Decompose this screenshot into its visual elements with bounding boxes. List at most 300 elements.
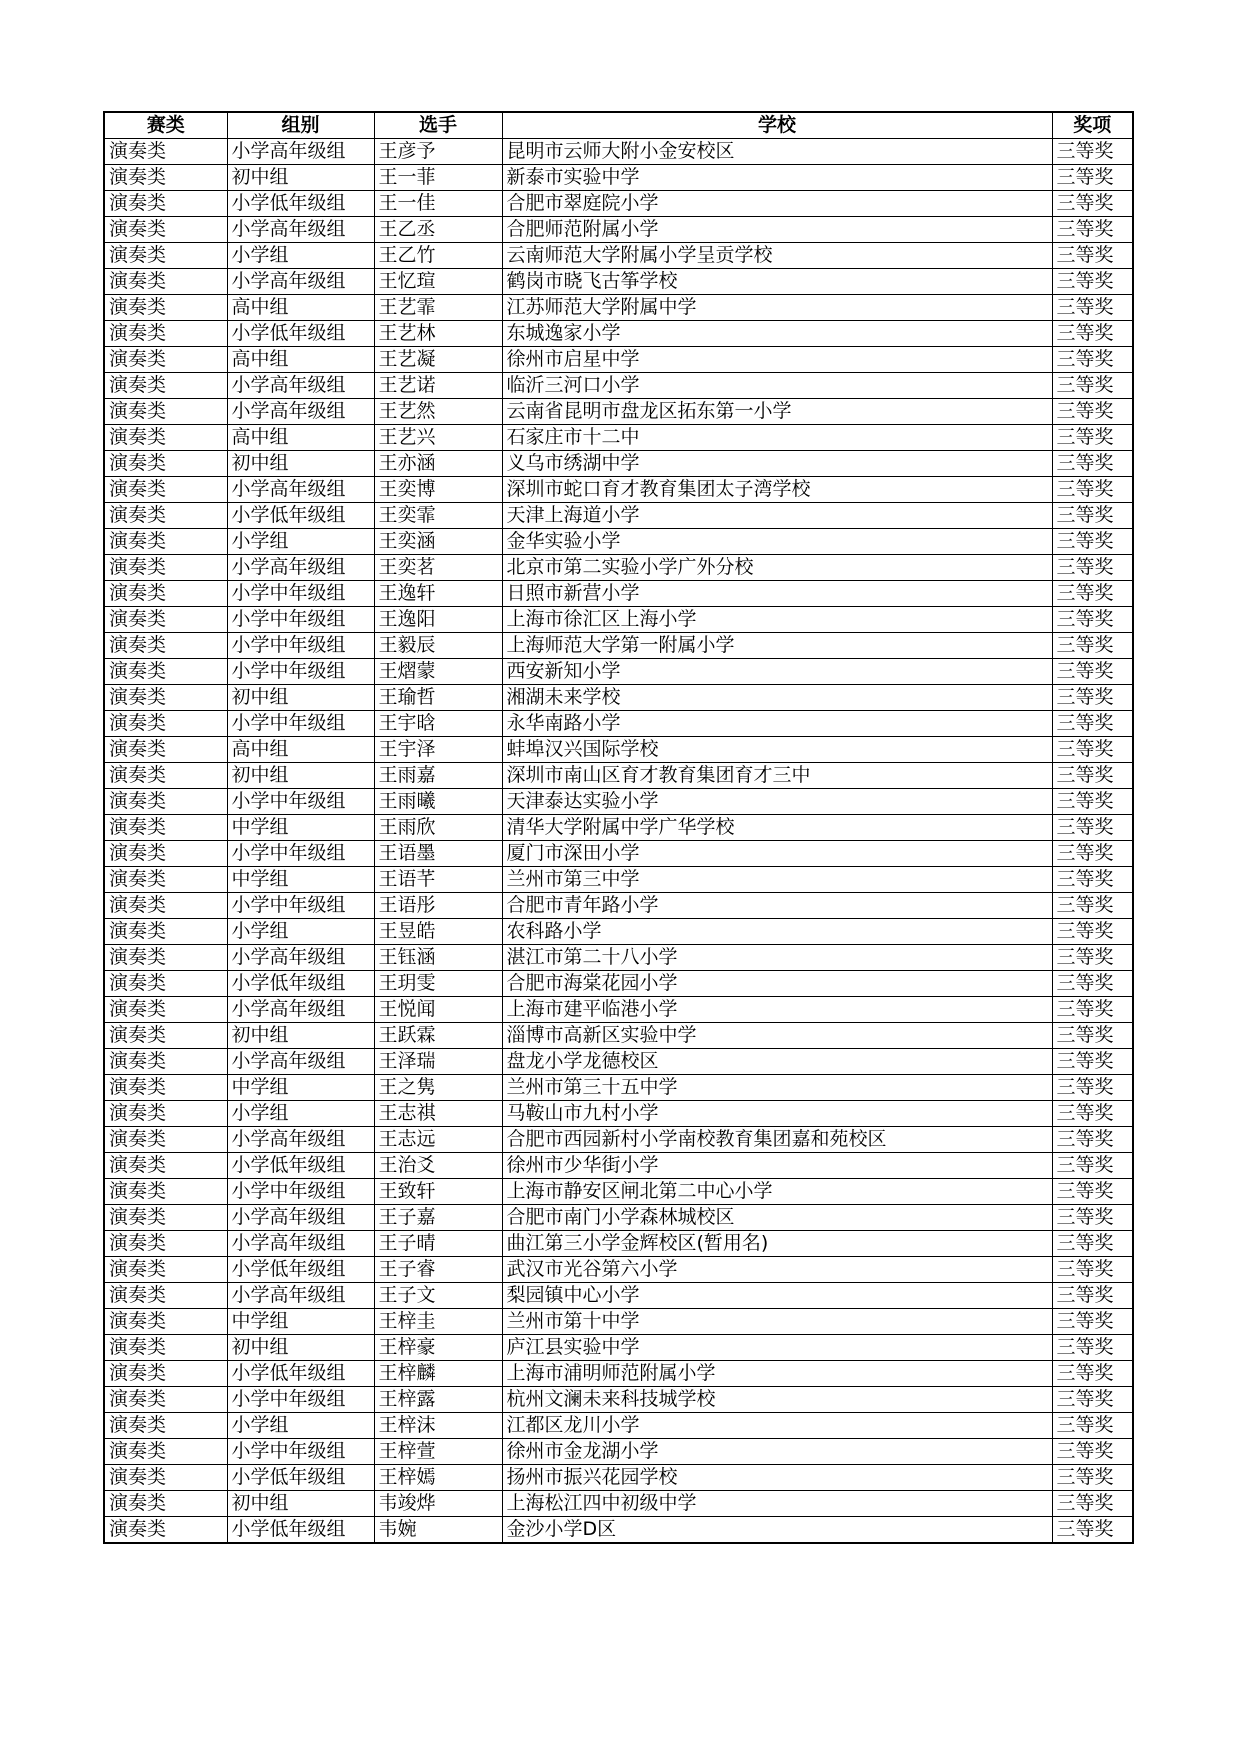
cell-group: 小学低年级组	[227, 1153, 374, 1179]
cell-award: 三等奖	[1052, 1439, 1133, 1465]
cell-school: 合肥师范附属小学	[502, 217, 1052, 243]
cell-award: 三等奖	[1052, 1517, 1133, 1544]
table-row	[104, 555, 1133, 581]
cell-category: 演奏类	[104, 217, 227, 243]
cell-group: 初中组	[227, 685, 374, 711]
cell-category: 演奏类	[104, 1465, 227, 1491]
cell-contestant: 王一菲	[374, 165, 502, 191]
cell-contestant: 王宇泽	[374, 737, 502, 763]
cell-contestant: 王志祺	[374, 1101, 502, 1127]
cell-category: 演奏类	[104, 1387, 227, 1413]
cell-school: 合肥市西园新村小学南校教育集团嘉和苑校区	[502, 1127, 1052, 1153]
cell-school: 石家庄市十二中	[502, 425, 1052, 451]
cell-school: 深圳市蛇口育才教育集团太子湾学校	[502, 477, 1052, 503]
table-row	[104, 1361, 1133, 1387]
cell-contestant: 王艺诺	[374, 373, 502, 399]
table-row	[104, 867, 1133, 893]
cell-school: 东城逸家小学	[502, 321, 1052, 347]
cell-school: 江都区龙川小学	[502, 1413, 1052, 1439]
table-row	[104, 685, 1133, 711]
cell-award: 三等奖	[1052, 685, 1133, 711]
table-row	[104, 503, 1133, 529]
cell-group: 小学中年级组	[227, 659, 374, 685]
cell-category: 演奏类	[104, 711, 227, 737]
cell-award: 三等奖	[1052, 763, 1133, 789]
cell-award: 三等奖	[1052, 451, 1133, 477]
cell-award: 三等奖	[1052, 529, 1133, 555]
cell-group: 小学高年级组	[227, 269, 374, 295]
cell-category: 演奏类	[104, 1231, 227, 1257]
cell-contestant: 王宇晗	[374, 711, 502, 737]
cell-award: 三等奖	[1052, 1153, 1133, 1179]
cell-school: 兰州市第三中学	[502, 867, 1052, 893]
cell-group: 初中组	[227, 1335, 374, 1361]
header-school: 学校	[502, 112, 1052, 139]
cell-category: 演奏类	[104, 1283, 227, 1309]
table-row	[104, 295, 1133, 321]
cell-group: 中学组	[227, 867, 374, 893]
cell-category: 演奏类	[104, 451, 227, 477]
cell-school: 徐州市金龙湖小学	[502, 1439, 1052, 1465]
cell-award: 三等奖	[1052, 321, 1133, 347]
cell-award: 三等奖	[1052, 477, 1133, 503]
cell-school: 天津泰达实验小学	[502, 789, 1052, 815]
cell-category: 演奏类	[104, 347, 227, 373]
cell-contestant: 王悦闻	[374, 997, 502, 1023]
cell-group: 初中组	[227, 1023, 374, 1049]
table-row	[104, 997, 1133, 1023]
table-row	[104, 763, 1133, 789]
cell-award: 三等奖	[1052, 1465, 1133, 1491]
cell-category: 演奏类	[104, 1049, 227, 1075]
table-row	[104, 659, 1133, 685]
cell-group: 小学中年级组	[227, 1387, 374, 1413]
table-row	[104, 1335, 1133, 1361]
cell-school: 上海师范大学第一附属小学	[502, 633, 1052, 659]
cell-category: 演奏类	[104, 607, 227, 633]
cell-school: 清华大学附属中学广华学校	[502, 815, 1052, 841]
cell-school: 合肥市翠庭院小学	[502, 191, 1052, 217]
table-row	[104, 1257, 1133, 1283]
cell-contestant: 王钰涵	[374, 945, 502, 971]
table-row	[104, 139, 1133, 165]
cell-contestant: 王梓露	[374, 1387, 502, 1413]
cell-contestant: 王梓麟	[374, 1361, 502, 1387]
cell-category: 演奏类	[104, 581, 227, 607]
table-row	[104, 841, 1133, 867]
cell-contestant: 王志远	[374, 1127, 502, 1153]
cell-school: 义乌市绣湖中学	[502, 451, 1052, 477]
cell-category: 演奏类	[104, 399, 227, 425]
cell-award: 三等奖	[1052, 581, 1133, 607]
cell-school: 昆明市云师大附小金安校区	[502, 139, 1052, 165]
cell-category: 演奏类	[104, 1179, 227, 1205]
cell-award: 三等奖	[1052, 737, 1133, 763]
cell-award: 三等奖	[1052, 607, 1133, 633]
table-row	[104, 373, 1133, 399]
cell-school: 临沂三河口小学	[502, 373, 1052, 399]
cell-group: 小学高年级组	[227, 1283, 374, 1309]
cell-school: 厦门市深田小学	[502, 841, 1052, 867]
cell-group: 小学高年级组	[227, 373, 374, 399]
cell-school: 天津上海道小学	[502, 503, 1052, 529]
cell-group: 小学低年级组	[227, 1257, 374, 1283]
cell-contestant: 王之隽	[374, 1075, 502, 1101]
cell-school: 淄博市高新区实验中学	[502, 1023, 1052, 1049]
award-table	[103, 111, 1134, 1544]
cell-award: 三等奖	[1052, 555, 1133, 581]
header-award: 奖项	[1052, 112, 1133, 139]
header-category: 赛类	[104, 112, 227, 139]
cell-contestant: 王艺兴	[374, 425, 502, 451]
table-row	[104, 633, 1133, 659]
table-row	[104, 217, 1133, 243]
cell-award: 三等奖	[1052, 269, 1133, 295]
cell-contestant: 王亦涵	[374, 451, 502, 477]
cell-category: 演奏类	[104, 529, 227, 555]
table-row	[104, 971, 1133, 997]
cell-category: 演奏类	[104, 685, 227, 711]
cell-contestant: 王雨欣	[374, 815, 502, 841]
cell-award: 三等奖	[1052, 1205, 1133, 1231]
cell-category: 演奏类	[104, 243, 227, 269]
cell-contestant: 王语墨	[374, 841, 502, 867]
cell-award: 三等奖	[1052, 191, 1133, 217]
cell-group: 高中组	[227, 425, 374, 451]
cell-category: 演奏类	[104, 1491, 227, 1517]
cell-category: 演奏类	[104, 815, 227, 841]
cell-school: 云南省昆明市盘龙区拓东第一小学	[502, 399, 1052, 425]
cell-category: 演奏类	[104, 503, 227, 529]
cell-school: 合肥市青年路小学	[502, 893, 1052, 919]
cell-award: 三等奖	[1052, 1491, 1133, 1517]
cell-contestant: 王治爻	[374, 1153, 502, 1179]
table-row	[104, 581, 1133, 607]
cell-category: 演奏类	[104, 867, 227, 893]
cell-school: 马鞍山市九村小学	[502, 1101, 1052, 1127]
cell-award: 三等奖	[1052, 659, 1133, 685]
cell-group: 初中组	[227, 763, 374, 789]
cell-group: 小学组	[227, 1101, 374, 1127]
table-row	[104, 1517, 1133, 1544]
cell-group: 小学高年级组	[227, 555, 374, 581]
cell-school: 曲江第三小学金辉校区(暂用名)	[502, 1231, 1052, 1257]
cell-school: 兰州市第三十五中学	[502, 1075, 1052, 1101]
cell-group: 高中组	[227, 295, 374, 321]
cell-category: 演奏类	[104, 191, 227, 217]
cell-group: 小学低年级组	[227, 1517, 374, 1544]
cell-category: 演奏类	[104, 737, 227, 763]
cell-award: 三等奖	[1052, 1361, 1133, 1387]
cell-school: 兰州市第十中学	[502, 1309, 1052, 1335]
cell-category: 演奏类	[104, 1517, 227, 1544]
table-row	[104, 1023, 1133, 1049]
cell-group: 小学低年级组	[227, 191, 374, 217]
cell-category: 演奏类	[104, 139, 227, 165]
cell-contestant: 王一佳	[374, 191, 502, 217]
cell-group: 小学中年级组	[227, 633, 374, 659]
cell-contestant: 王毅辰	[374, 633, 502, 659]
cell-category: 演奏类	[104, 477, 227, 503]
cell-award: 三等奖	[1052, 373, 1133, 399]
cell-school: 金华实验小学	[502, 529, 1052, 555]
cell-award: 三等奖	[1052, 503, 1133, 529]
header-row	[104, 112, 1133, 139]
table-row	[104, 321, 1133, 347]
cell-contestant: 王雨嘉	[374, 763, 502, 789]
cell-group: 小学高年级组	[227, 139, 374, 165]
table-row	[104, 529, 1133, 555]
cell-school: 新泰市实验中学	[502, 165, 1052, 191]
table-row	[104, 919, 1133, 945]
cell-school: 庐江县实验中学	[502, 1335, 1052, 1361]
cell-category: 演奏类	[104, 555, 227, 581]
cell-school: 上海市徐汇区上海小学	[502, 607, 1052, 633]
table-row	[104, 1179, 1133, 1205]
cell-award: 三等奖	[1052, 139, 1133, 165]
cell-group: 小学高年级组	[227, 1231, 374, 1257]
table-body	[104, 139, 1133, 1544]
table-row	[104, 1231, 1133, 1257]
cell-contestant: 韦婉	[374, 1517, 502, 1544]
cell-contestant: 王子嘉	[374, 1205, 502, 1231]
cell-group: 小学中年级组	[227, 581, 374, 607]
cell-contestant: 王梓沫	[374, 1413, 502, 1439]
cell-group: 初中组	[227, 165, 374, 191]
cell-group: 小学高年级组	[227, 217, 374, 243]
cell-school: 徐州市少华街小学	[502, 1153, 1052, 1179]
cell-contestant: 王艺霏	[374, 295, 502, 321]
cell-award: 三等奖	[1052, 243, 1133, 269]
cell-group: 小学高年级组	[227, 945, 374, 971]
cell-school: 湘湖未来学校	[502, 685, 1052, 711]
cell-award: 三等奖	[1052, 893, 1133, 919]
table-row	[104, 1413, 1133, 1439]
cell-award: 三等奖	[1052, 165, 1133, 191]
cell-group: 高中组	[227, 737, 374, 763]
cell-category: 演奏类	[104, 1023, 227, 1049]
header-contestant: 选手	[374, 112, 502, 139]
table-row	[104, 1283, 1133, 1309]
cell-school: 梨园镇中心小学	[502, 1283, 1052, 1309]
cell-group: 小学高年级组	[227, 1205, 374, 1231]
cell-award: 三等奖	[1052, 1387, 1133, 1413]
cell-category: 演奏类	[104, 1335, 227, 1361]
table-row	[104, 269, 1133, 295]
cell-contestant: 王乙竹	[374, 243, 502, 269]
cell-school: 鹤岗市晓飞古筝学校	[502, 269, 1052, 295]
cell-group: 小学中年级组	[227, 893, 374, 919]
cell-category: 演奏类	[104, 1439, 227, 1465]
cell-school: 云南师范大学附属小学呈贡学校	[502, 243, 1052, 269]
cell-school: 江苏师范大学附属中学	[502, 295, 1052, 321]
cell-school: 上海市浦明师范附属小学	[502, 1361, 1052, 1387]
cell-school: 永华南路小学	[502, 711, 1052, 737]
cell-contestant: 王子文	[374, 1283, 502, 1309]
cell-group: 小学组	[227, 919, 374, 945]
cell-group: 小学高年级组	[227, 477, 374, 503]
cell-group: 小学低年级组	[227, 503, 374, 529]
cell-group: 小学高年级组	[227, 997, 374, 1023]
table-row	[104, 425, 1133, 451]
cell-award: 三等奖	[1052, 867, 1133, 893]
table-row	[104, 165, 1133, 191]
cell-award: 三等奖	[1052, 1049, 1133, 1075]
cell-contestant: 王雨曦	[374, 789, 502, 815]
cell-contestant: 王跃霖	[374, 1023, 502, 1049]
cell-contestant: 王艺凝	[374, 347, 502, 373]
cell-award: 三等奖	[1052, 633, 1133, 659]
cell-contestant: 王昱皓	[374, 919, 502, 945]
cell-category: 演奏类	[104, 1257, 227, 1283]
cell-group: 小学中年级组	[227, 1179, 374, 1205]
cell-award: 三等奖	[1052, 1283, 1133, 1309]
table-row	[104, 1439, 1133, 1465]
cell-contestant: 王奕茗	[374, 555, 502, 581]
cell-group: 小学组	[227, 1413, 374, 1439]
cell-category: 演奏类	[104, 997, 227, 1023]
cell-contestant: 王梓萱	[374, 1439, 502, 1465]
cell-award: 三等奖	[1052, 997, 1133, 1023]
cell-category: 演奏类	[104, 1205, 227, 1231]
cell-contestant: 王梓嫣	[374, 1465, 502, 1491]
cell-contestant: 王子晴	[374, 1231, 502, 1257]
cell-school: 徐州市启星中学	[502, 347, 1052, 373]
cell-contestant: 王逸轩	[374, 581, 502, 607]
cell-category: 演奏类	[104, 1153, 227, 1179]
cell-group: 小学中年级组	[227, 789, 374, 815]
cell-school: 杭州文澜未来科技城学校	[502, 1387, 1052, 1413]
cell-school: 农科路小学	[502, 919, 1052, 945]
cell-contestant: 王熠蒙	[374, 659, 502, 685]
cell-group: 中学组	[227, 1075, 374, 1101]
cell-category: 演奏类	[104, 763, 227, 789]
cell-category: 演奏类	[104, 919, 227, 945]
table-row	[104, 1491, 1133, 1517]
cell-contestant: 王梓豪	[374, 1335, 502, 1361]
cell-contestant: 王艺林	[374, 321, 502, 347]
cell-category: 演奏类	[104, 1309, 227, 1335]
cell-contestant: 王致轩	[374, 1179, 502, 1205]
cell-school: 扬州市振兴花园学校	[502, 1465, 1052, 1491]
cell-category: 演奏类	[104, 893, 227, 919]
cell-award: 三等奖	[1052, 1101, 1133, 1127]
table-row	[104, 477, 1133, 503]
cell-category: 演奏类	[104, 1101, 227, 1127]
cell-group: 小学中年级组	[227, 841, 374, 867]
table-row	[104, 1127, 1133, 1153]
cell-contestant: 王彦予	[374, 139, 502, 165]
cell-group: 中学组	[227, 815, 374, 841]
cell-contestant: 王奕博	[374, 477, 502, 503]
cell-contestant: 王逸阳	[374, 607, 502, 633]
cell-contestant: 王子睿	[374, 1257, 502, 1283]
cell-contestant: 王奕涵	[374, 529, 502, 555]
cell-group: 中学组	[227, 1309, 374, 1335]
cell-award: 三等奖	[1052, 1023, 1133, 1049]
cell-school: 上海松江四中初级中学	[502, 1491, 1052, 1517]
cell-group: 小学低年级组	[227, 1361, 374, 1387]
cell-award: 三等奖	[1052, 971, 1133, 997]
cell-category: 演奏类	[104, 321, 227, 347]
cell-award: 三等奖	[1052, 1309, 1133, 1335]
cell-group: 小学低年级组	[227, 321, 374, 347]
cell-group: 小学高年级组	[227, 399, 374, 425]
table-row	[104, 1075, 1133, 1101]
cell-contestant: 王语芊	[374, 867, 502, 893]
cell-group: 小学组	[227, 529, 374, 555]
table-row	[104, 191, 1133, 217]
cell-contestant: 韦竣烨	[374, 1491, 502, 1517]
cell-award: 三等奖	[1052, 1231, 1133, 1257]
cell-category: 演奏类	[104, 945, 227, 971]
cell-award: 三等奖	[1052, 1257, 1133, 1283]
cell-contestant: 王语彤	[374, 893, 502, 919]
table-row	[104, 1101, 1133, 1127]
table-row	[104, 607, 1133, 633]
cell-group: 小学低年级组	[227, 1465, 374, 1491]
cell-contestant: 王梓圭	[374, 1309, 502, 1335]
cell-group: 高中组	[227, 347, 374, 373]
cell-contestant: 王乙丞	[374, 217, 502, 243]
table-row	[104, 1465, 1133, 1491]
cell-contestant: 王忆瑄	[374, 269, 502, 295]
cell-contestant: 王玥雯	[374, 971, 502, 997]
cell-category: 演奏类	[104, 1075, 227, 1101]
cell-award: 三等奖	[1052, 815, 1133, 841]
cell-school: 上海市建平临港小学	[502, 997, 1052, 1023]
cell-category: 演奏类	[104, 1413, 227, 1439]
table-row	[104, 1205, 1133, 1231]
table-row	[104, 347, 1133, 373]
cell-award: 三等奖	[1052, 347, 1133, 373]
cell-contestant: 王艺然	[374, 399, 502, 425]
cell-group: 小学高年级组	[227, 1049, 374, 1075]
cell-category: 演奏类	[104, 269, 227, 295]
cell-school: 合肥市海棠花园小学	[502, 971, 1052, 997]
cell-category: 演奏类	[104, 789, 227, 815]
cell-category: 演奏类	[104, 1361, 227, 1387]
cell-group: 小学低年级组	[227, 971, 374, 997]
cell-group: 小学组	[227, 243, 374, 269]
cell-school: 深圳市南山区育才教育集团育才三中	[502, 763, 1052, 789]
table-row	[104, 945, 1133, 971]
cell-award: 三等奖	[1052, 425, 1133, 451]
table-row	[104, 815, 1133, 841]
table-row	[104, 789, 1133, 815]
table-row	[104, 243, 1133, 269]
cell-group: 初中组	[227, 1491, 374, 1517]
header-group: 组别	[227, 112, 374, 139]
cell-category: 演奏类	[104, 425, 227, 451]
cell-school: 上海市静安区闸北第二中心小学	[502, 1179, 1052, 1205]
cell-school: 武汉市光谷第六小学	[502, 1257, 1052, 1283]
cell-award: 三等奖	[1052, 919, 1133, 945]
cell-school: 湛江市第二十八小学	[502, 945, 1052, 971]
cell-school: 日照市新营小学	[502, 581, 1052, 607]
cell-school: 合肥市南门小学森林城校区	[502, 1205, 1052, 1231]
cell-award: 三等奖	[1052, 217, 1133, 243]
cell-school: 北京市第二实验小学广外分校	[502, 555, 1052, 581]
cell-category: 演奏类	[104, 1127, 227, 1153]
cell-category: 演奏类	[104, 165, 227, 191]
cell-award: 三等奖	[1052, 295, 1133, 321]
cell-school: 西安新知小学	[502, 659, 1052, 685]
cell-category: 演奏类	[104, 633, 227, 659]
cell-award: 三等奖	[1052, 1335, 1133, 1361]
cell-award: 三等奖	[1052, 1413, 1133, 1439]
cell-award: 三等奖	[1052, 711, 1133, 737]
